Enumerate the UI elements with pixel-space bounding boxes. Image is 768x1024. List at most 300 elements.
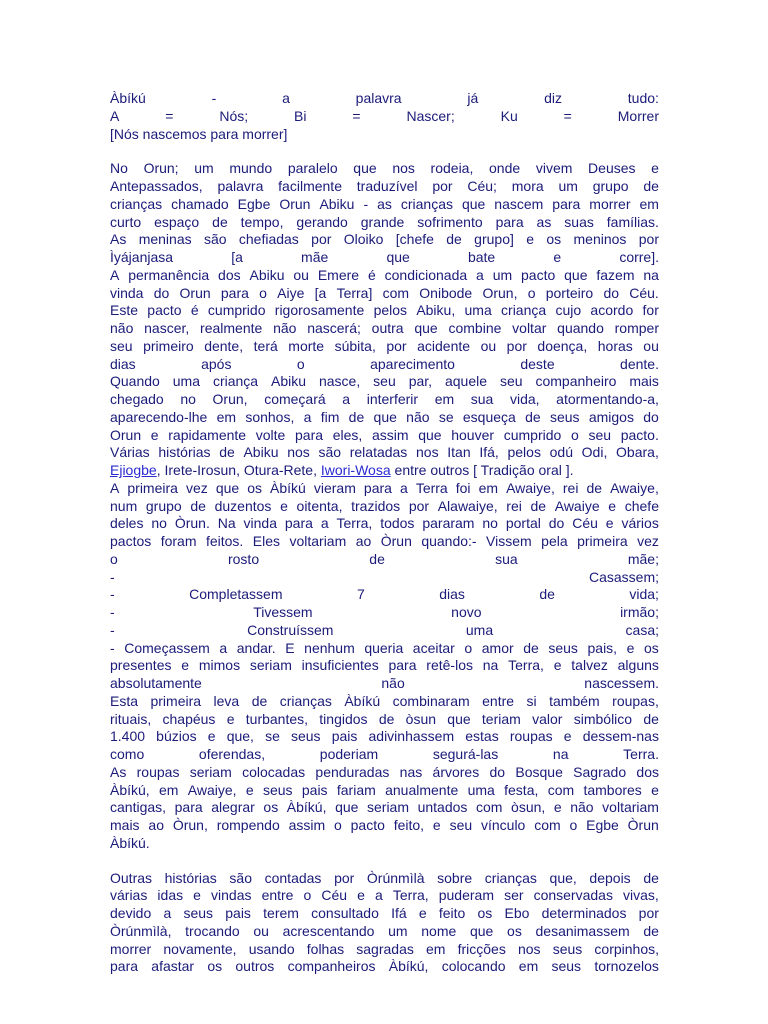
paragraph-line [110, 817, 659, 835]
word: alegrar [211, 799, 255, 816]
word: dessem-nas [582, 728, 659, 745]
word: Céu; [467, 178, 497, 194]
word: um [194, 160, 214, 177]
word: por [432, 178, 453, 194]
word: que [335, 799, 359, 816]
word: seu [588, 426, 612, 443]
word: vindas [211, 887, 252, 904]
word: feito [438, 905, 466, 921]
word: feito, [393, 817, 425, 833]
word: fariam [336, 781, 376, 798]
word: cantigas, [110, 799, 167, 816]
word: morrer [110, 940, 152, 957]
word: traduzível [356, 178, 418, 194]
word: Ifá [391, 905, 407, 921]
word: Terra. [623, 746, 659, 762]
paragraph-line [110, 923, 659, 941]
word: o [303, 887, 312, 904]
word: fazem [596, 266, 635, 283]
word: Awaiye, [610, 479, 659, 496]
word: no [482, 515, 498, 532]
paragraph-line [110, 427, 659, 445]
word: para [388, 657, 417, 674]
word: se [438, 408, 454, 425]
paragraph-line [110, 267, 659, 285]
word: sobre [437, 869, 473, 886]
word: retê-los [426, 657, 473, 674]
word: Sagrado [573, 763, 627, 780]
word: Òrúnmìlà [366, 869, 425, 886]
paragraph-line [110, 373, 659, 391]
word: odú [549, 444, 573, 461]
word: colocando [441, 958, 506, 975]
word: Outras [110, 869, 153, 886]
word: Àbíkú [110, 90, 146, 106]
paragraph-gap [110, 143, 659, 160]
word: meninos [573, 231, 627, 248]
paragraph-line [110, 835, 659, 853]
link-ejiogbe[interactable]: Ejiogbe [110, 462, 157, 478]
word: chegado [110, 391, 164, 407]
word: e [357, 887, 365, 904]
paragraph-line [110, 214, 659, 232]
paragraph-line [110, 409, 659, 427]
word: meninas [138, 231, 192, 248]
word: e [245, 781, 254, 798]
paragraph-line [110, 285, 659, 303]
word: rodeia, [430, 160, 474, 177]
word: seus [262, 781, 293, 798]
word: num [110, 497, 138, 514]
word: histórias [164, 869, 217, 886]
word: Orun, [482, 284, 518, 301]
word: folhas [306, 940, 345, 957]
word: na [552, 746, 569, 762]
word: oferendas, [198, 746, 266, 762]
word: e [193, 887, 201, 904]
word: vinda [243, 515, 277, 532]
word: turbantes, [245, 710, 309, 727]
word: voltariam [602, 799, 659, 816]
word: cumprido [207, 302, 266, 319]
word: pais [225, 905, 251, 921]
word: romper [614, 320, 659, 336]
word: nos [287, 444, 310, 461]
word: companheiros [287, 958, 376, 975]
word: talvez [571, 657, 608, 674]
word: para [495, 213, 524, 230]
word: nos [517, 940, 541, 957]
paragraph-line [110, 782, 659, 800]
intro-block [110, 90, 659, 143]
word: Na [217, 515, 236, 532]
paragraph-par [110, 373, 659, 480]
word: outros [235, 958, 275, 975]
word: seriam [249, 657, 292, 674]
word: sua [495, 550, 518, 567]
word: Òrúnmìlà, [110, 922, 172, 939]
word: nas [399, 763, 423, 780]
word: quando [557, 320, 604, 336]
word: Terra [415, 479, 448, 496]
word: e [280, 497, 288, 514]
word: pelos [507, 444, 541, 461]
word: dos [636, 763, 659, 780]
word: de [446, 231, 462, 248]
word: Egbe [586, 817, 619, 833]
word: em [434, 391, 455, 407]
word: dias [439, 586, 465, 603]
word: a [282, 90, 290, 106]
word: as [377, 195, 392, 212]
word: No [110, 160, 128, 177]
link-iwori-wosa[interactable]: Iwori-Wosa [320, 462, 391, 478]
word: rei [506, 497, 522, 514]
word: [a [314, 284, 327, 301]
word: tingidos [319, 710, 368, 727]
word: de [369, 550, 385, 567]
word: deste [520, 355, 555, 372]
word: assim [371, 426, 409, 443]
word: rosto [227, 550, 260, 567]
word: o [259, 284, 267, 301]
word: novamente, [163, 940, 237, 957]
word: - [211, 90, 217, 106]
word: vivem [535, 160, 573, 177]
word: uma [464, 302, 492, 319]
word: Òrun. [174, 515, 210, 532]
word: duzentos [214, 497, 272, 514]
paragraph-line [110, 657, 659, 675]
document-body [110, 90, 659, 976]
word: morte [288, 337, 325, 354]
word: crianças [279, 692, 332, 709]
word: para [284, 515, 313, 532]
word: no [180, 391, 196, 407]
paragraph-awaiye [110, 480, 659, 551]
word: várias [110, 887, 148, 904]
word: for [642, 302, 659, 319]
word: nascem [494, 195, 544, 212]
word: porteiro [545, 284, 594, 301]
word: sua [470, 391, 494, 407]
word: nome [421, 922, 457, 939]
paragraph-line [110, 533, 659, 551]
word: criança [501, 302, 547, 319]
word: curto [110, 213, 142, 230]
word: por [506, 337, 527, 354]
word: por [334, 869, 355, 886]
word: contadas [264, 869, 322, 886]
word: Nascer; [406, 107, 455, 124]
word: diz [544, 90, 562, 106]
word: espaço [154, 213, 200, 230]
word: Òrun, [172, 817, 208, 833]
paragraph-line [110, 391, 659, 409]
word: a [476, 266, 484, 283]
word: si [526, 692, 537, 709]
word: pacto [147, 302, 182, 319]
word: ao [148, 817, 164, 833]
word: mais [629, 373, 659, 390]
word: A [110, 479, 120, 496]
word: por [408, 497, 430, 514]
word: é [190, 302, 199, 319]
word: [chefe [395, 231, 434, 248]
word: Aiye [277, 284, 305, 301]
word: pactos [110, 533, 152, 549]
word: vida, [509, 391, 540, 407]
word: consultado [311, 905, 379, 921]
word: = [563, 107, 572, 124]
word: Àbíkú, [388, 958, 429, 975]
word: que, [226, 728, 254, 745]
word: - [110, 621, 115, 638]
word: e [651, 160, 659, 177]
word: que [447, 710, 471, 727]
word: tempo, [240, 213, 284, 230]
word: gerando [296, 213, 348, 230]
word: paralelo [287, 160, 338, 177]
word: que [461, 195, 486, 212]
word: Ìyájanjasa [110, 249, 174, 265]
pact-item [110, 551, 659, 569]
word: os [644, 639, 659, 656]
word: e [553, 249, 562, 265]
word: seriam [367, 799, 410, 816]
word: crianças [400, 195, 453, 212]
word: Emere [317, 266, 360, 283]
word: assim [288, 817, 326, 833]
word: nascessem. [584, 675, 659, 691]
word: Abiku, [416, 302, 456, 319]
paragraph-roupas [110, 693, 659, 764]
word: em [216, 408, 237, 425]
word: Quando [110, 373, 160, 390]
word: os [207, 958, 223, 975]
word: cujo [555, 302, 582, 319]
word: o [110, 550, 118, 567]
word: pararam [422, 515, 475, 532]
word: rigorosamente [274, 302, 365, 319]
word: cumprido [503, 426, 562, 443]
word: com [476, 799, 503, 816]
word: Orun [179, 284, 211, 301]
word: rei [562, 479, 579, 496]
word: não [381, 675, 405, 691]
word: aparecendo-lhe [110, 408, 208, 425]
word: que [215, 479, 240, 496]
word: Céu [321, 887, 348, 904]
paragraph-line [110, 196, 659, 214]
word: puderam [438, 887, 494, 904]
word: nos [416, 444, 439, 461]
word: no [151, 515, 167, 532]
paragraph-line [110, 356, 659, 374]
word: Obara, [616, 444, 659, 461]
word: Nós; [219, 107, 249, 124]
word: de [378, 710, 395, 727]
word: sonhos, [245, 408, 295, 425]
word: nascerá; [307, 320, 361, 336]
word: de [190, 497, 206, 514]
word: teriam [481, 710, 521, 727]
word: e [526, 231, 535, 248]
word: pela [541, 533, 568, 549]
word: Abiku [271, 373, 307, 390]
word: nascer, [144, 320, 190, 336]
word: vivas, [623, 887, 659, 904]
odu-text-end: entre outros [ Tradição oral ]. [390, 462, 574, 478]
word: rompendo [216, 817, 280, 833]
word: aceitar [412, 639, 455, 656]
word: Antepassados, [110, 178, 203, 194]
word: horas [597, 337, 633, 354]
word: mundo [229, 160, 273, 177]
word: amor [481, 639, 514, 656]
word: o [464, 639, 473, 656]
word: Oloiko [343, 231, 384, 248]
word: foi [455, 479, 471, 496]
word: que [418, 426, 442, 443]
paragraph-andar [110, 640, 659, 693]
word: ser [504, 887, 524, 904]
word: Onibode [419, 284, 473, 301]
word: chefiadas [238, 231, 299, 248]
word: a [375, 887, 383, 904]
word: o [333, 817, 342, 833]
word: a [342, 391, 351, 407]
word: primeira [127, 479, 178, 496]
word: que [386, 249, 410, 265]
paragraph-line [110, 480, 659, 498]
word: em [159, 781, 179, 798]
word: com [534, 817, 561, 833]
word: voltariam [289, 533, 347, 549]
word: fim [320, 408, 340, 425]
word: a [399, 479, 408, 496]
word: E [285, 639, 295, 656]
word: para [110, 958, 139, 975]
paragraph-line [110, 799, 659, 817]
word: o [570, 426, 579, 443]
word: famílias. [606, 213, 659, 230]
word: foram [160, 533, 197, 549]
word: determinados [541, 905, 627, 921]
word: ou [253, 922, 269, 939]
word: rapidamente [168, 426, 247, 443]
word: as [536, 213, 552, 230]
word: Terra, [336, 515, 373, 532]
word: uma [467, 781, 495, 798]
word: andar. [236, 639, 276, 656]
word: são [203, 231, 227, 248]
word: - [110, 568, 115, 585]
word: os [247, 479, 262, 496]
word: e [207, 728, 216, 745]
word: e [651, 781, 659, 798]
word: Terra, [508, 657, 544, 674]
word: Começassem [124, 639, 210, 656]
word: e [418, 905, 427, 921]
word: trazidos [351, 497, 401, 514]
word: que [373, 408, 397, 425]
paragraph-line [110, 178, 659, 196]
word: grupo [592, 178, 629, 194]
word: A [110, 107, 120, 124]
word: volte [255, 426, 286, 443]
word: tudo: [627, 90, 659, 106]
word: Bi [294, 107, 307, 124]
word: a [303, 408, 312, 425]
word: os [507, 922, 522, 939]
word: valor [532, 710, 563, 727]
word: de [219, 444, 235, 461]
word: Completassem [189, 586, 283, 603]
word: relatadas [349, 444, 408, 461]
paragraph-line [110, 160, 659, 178]
word: aquele [444, 373, 488, 390]
word: palavra [217, 178, 264, 194]
word: vários [621, 515, 659, 532]
word: anualmente [385, 781, 459, 798]
word: em [639, 195, 659, 212]
word: Tivessem [253, 604, 313, 620]
pact-item [110, 586, 659, 604]
word: Òrun [380, 533, 412, 549]
word: acrescentando [282, 922, 375, 939]
word: mãe [301, 249, 329, 265]
word: onde [489, 160, 521, 177]
word: Orun; [143, 160, 179, 177]
word: seriam [189, 763, 232, 780]
word: o [527, 284, 536, 301]
word: na [482, 657, 499, 674]
word: A [110, 266, 120, 283]
word: poderiam [319, 746, 379, 762]
word: usando [248, 940, 295, 957]
word: começará [264, 391, 326, 407]
word: de [523, 639, 539, 656]
word: tornozelos [594, 958, 659, 975]
word: e [432, 817, 441, 833]
word: pais [301, 781, 328, 798]
word: quando:- [421, 533, 477, 549]
word: 1.400 [110, 728, 146, 745]
word: alguns [617, 657, 659, 674]
word: por [386, 337, 407, 354]
word: que [469, 922, 494, 939]
word: Orun [110, 426, 142, 443]
word: é [367, 266, 376, 283]
word: corre]. [619, 249, 659, 265]
word: - [110, 586, 115, 603]
word: Várias [110, 444, 150, 461]
word: untados [417, 799, 468, 816]
word: devido [110, 905, 152, 921]
word: vieram [313, 479, 356, 496]
word: As [110, 763, 127, 780]
paragraph-line-with-links [110, 462, 659, 480]
word: primeira [150, 692, 202, 709]
word: do [603, 284, 620, 301]
intro-line-2 [110, 108, 659, 126]
word: roupas [509, 728, 553, 745]
pact-list [110, 551, 659, 640]
word: queria [364, 639, 404, 656]
word: Vissem [486, 533, 532, 549]
word: pais [331, 728, 358, 745]
